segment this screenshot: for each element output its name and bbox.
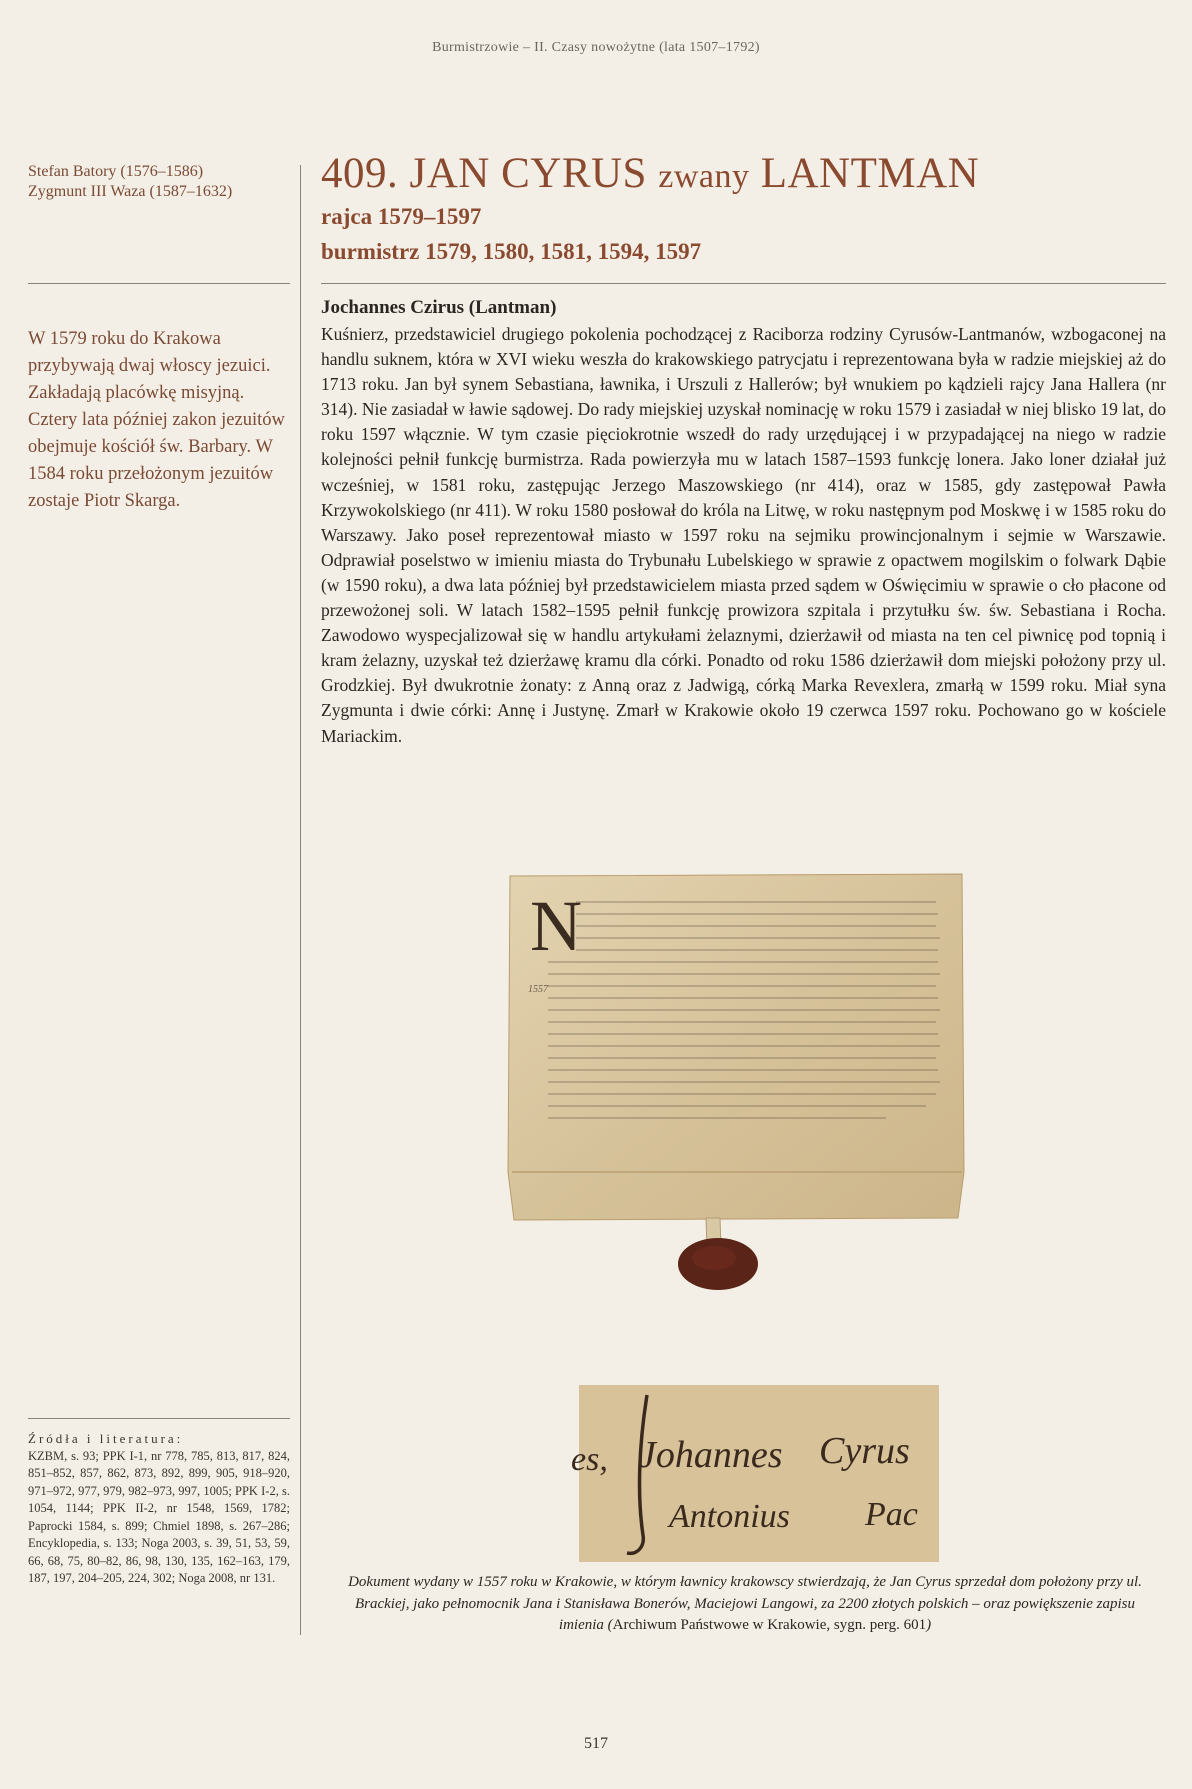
sources-text: KZBM, s. 93; PPK I-1, nr 778, 785, 813, 817, 824, 851–852, 857, 862, 873, 892, 899, 905, 918–920, 971–972, 977, 979, 982–973, 997, 1005; PPK I-2, s. 1054, 1144; PPK II-2, nr 1548, 1569, 1782; Paprocki 1584, s. 899; Chmiel 1898, s. 267–286; Encyklopedia, s. 133; Noga 2003, s. 39, 51, 53, 59, 66, 68, 75, 80–82, 86, 98, 130, 135, 162–163, 179, 187, 197, 204–205, 224, 302; Noga 2008, nr 131. — [28, 1448, 290, 1585]
zoom-word: es, — [571, 1441, 608, 1478]
zoom-word: Johannes — [639, 1434, 783, 1476]
latin-name: Jochannes Czirus (Lantman) — [321, 297, 557, 318]
caption-archive: Archiwum Państwowe w Krakowie, sygn. perg. 601 — [612, 1617, 927, 1633]
caption-text: Dokument wydany w 1557 roku w Krakowie, w którym ławnicy krakowscy stwierdzają, że Jan Cyrus sprzedał dom położony przy ul. Brackiej, jako pełnomocnik Jana i Stanisława Bonerów, Maciejowi Langowi, za 2200 złotych polskich – oraz powiększenie zapisu imienia ( — [348, 1574, 1142, 1633]
mayor-years: burmistrz 1579, 1580, 1581, 1594, 1597 — [321, 239, 702, 264]
sources-divider — [28, 1418, 290, 1419]
zoom-word: Pac — [865, 1496, 918, 1533]
biography-text: Kuśnierz, przedstawiciel drugiego pokolenia pochodzącej z Raciborza rodziny Cyrusów-Lantmanów, wzbogaconej na handlu suknem, która w XVI wieku weszła do krakowskiego patrycjatu i reprezentowana była w radzie miejskiej aż do 1713 roku. Jan był synem Sebastiana, ławnika, i Urszuli z Hallerów; był wnukiem po kądzieli rajcy Jana Hallera (nr 314). Nie zasiadał w ławie sądowej. Do rady miejskiej uzyskał nominację w roku 1579 i zasiadał w niej blisko 19 lat, do roku 1597 włącznie. W tym czasie pięciokrotnie wszedł do rady urzędującej i w przypadającej na niego w radzie kolejności pełnił funkcję burmistrza. Rada powierzyła mu w latach 1587–1593 funkcję lonera. Jako loner działał już wcześniej, w 1581 roku, zastępując Jerzego Maszowskiego (nr 414), oraz w 1585, gdy zastępował Pawła Krzywokolskiego (nr 411). W roku 1580 posłował do króla na Litwę, w roku następnym pod Moskwę i w 1585 roku do Warszawy. Jako poseł reprezentował miasto w 1597 roku na sejmiku prowincjonalnym i sejmie w Warszawie. Odprawiał poselstwo w imieniu miasta do Trybunału Lubelskiego w sprawie z opactwem mogilskim o folwark Dąbie (w 1590 roku), a dwa lata później był przedstawicielem miasta przed sądem w Oświęcimiu w sprawie o cło płacone od przewożonej soli. W latach 1582–1595 pełnił funkcję prowizora szpitala i przytułku św. św. Sebastiana i Rocha. Zawodowo wyspecjalizował się w handlu artykułami żelaznymi, dzierżawił od miasta na ten cel piwnicę pod topnią i kram żelazny, uzyskał też dzierżawę kramu dla córki. Ponadto od roku 1586 dzierżawił dom miejski położony przy ul. Grodzkiej. Był dwukrotnie żonaty: z Anną oraz z Jadwigą, córką Marka Revexlera, zmarłą w 1599 roku. Miał syna Zygmunta i dwie córki: Annę i Justynę. Zmarł w Krakowie około 19 czerwca 1597 roku. Pochowano go w kościele Mariackim. — [321, 324, 1166, 746]
sources-heading: Źródła i literatura: — [28, 1431, 184, 1446]
entry-name: JAN CYRUS — [409, 150, 647, 197]
zoom-word: Antonius — [669, 1498, 790, 1535]
entry-number: 409. — [321, 150, 399, 197]
column-divider — [300, 165, 301, 1635]
caption-end: ) — [926, 1617, 932, 1633]
entry-title — [321, 150, 1166, 201]
margin-date: 1557 — [528, 984, 548, 995]
councillor-years: rajca 1579–1597 — [321, 204, 482, 229]
reign-item: Stefan Batory (1576–1586) — [28, 163, 204, 180]
zoom-word: Cyrus — [819, 1430, 910, 1472]
sidebar-divider — [28, 283, 290, 284]
charter-image — [506, 872, 966, 1292]
entry-called: zwany — [658, 158, 750, 195]
figure-caption — [345, 1572, 1145, 1637]
sidebar-note: W 1579 roku do Krakowa przybywają dwaj włoscy jezuici. Zakładają placówkę misyjną. Cztery lata później zakon jezuitów obejmuje kościół św. Barbary. W 1584 roku przełożonym jezuitów zostaje Piotr Skarga. — [28, 329, 285, 511]
initial-letter: N — [530, 886, 582, 966]
running-head: Burmistrzowie – II. Czasy nowożytne (lata 1507–1792) — [432, 40, 760, 55]
title-divider — [321, 283, 1166, 284]
signature-zoom-svg — [571, 1385, 939, 1562]
entry-alias: LANTMAN — [760, 150, 980, 197]
reign-item: Zygmunt III Waza (1587–1632) — [28, 183, 233, 200]
sources-block — [28, 1430, 290, 1588]
signature-zoom — [571, 1385, 939, 1562]
reign-list — [28, 162, 290, 202]
page-number: 517 — [584, 1735, 608, 1752]
